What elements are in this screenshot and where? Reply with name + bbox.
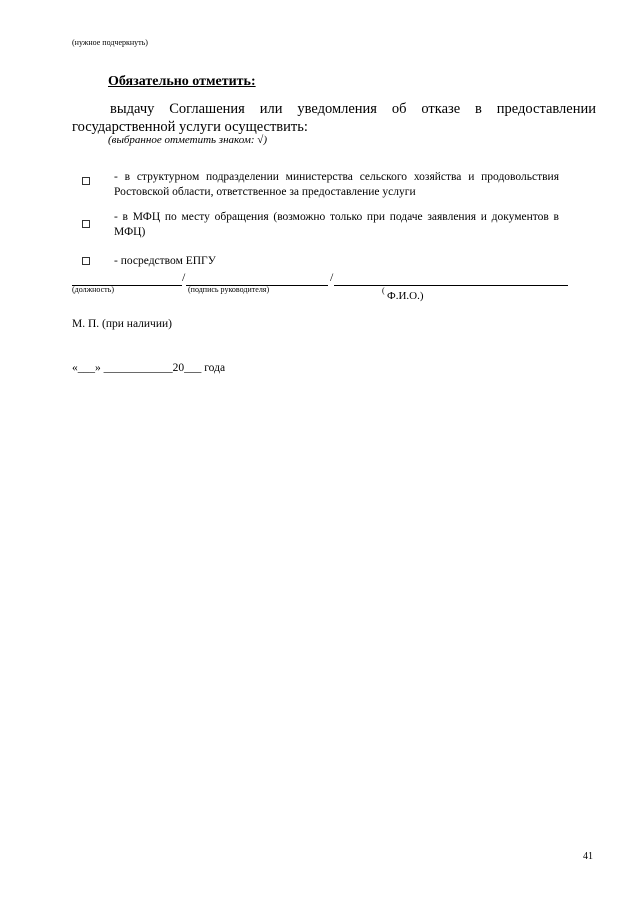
position-caption: (должность) bbox=[72, 285, 114, 294]
fio-open-paren: ( bbox=[382, 286, 385, 295]
section-heading: Обязательно отметить: bbox=[108, 74, 256, 89]
page-number: 41 bbox=[583, 851, 593, 862]
option-mfc-label: - в МФЦ по месту обращения (возможно только при подаче заявления и документов в МФЦ) bbox=[114, 211, 559, 238]
selection-hint: (выбранное отметить знаком: √) bbox=[108, 134, 268, 146]
option-ministry-label: - в структурном подразделении министерства сельского хозяйства и продовольствия Ростовской области, ответственное за предоставление услуги bbox=[114, 171, 559, 198]
signature-caption: (подпись руководителя) bbox=[188, 285, 270, 294]
delivery-paragraph: выдачу Соглашения или уведомления об отказе в предоставлении государственной услуги осуществить: bbox=[72, 101, 596, 135]
top-note: (нужное подчеркнуть) bbox=[72, 38, 148, 47]
option-epgu-label: - посредством ЕПГУ bbox=[114, 255, 216, 267]
checkbox-mfc[interactable] bbox=[82, 220, 90, 228]
checkbox-ministry[interactable] bbox=[82, 177, 90, 185]
fio-caption: Ф.И.О.) bbox=[387, 290, 424, 302]
date-line[interactable]: «___» ____________20___ года bbox=[72, 362, 226, 374]
slash-2: / bbox=[330, 270, 334, 284]
fio-line[interactable] bbox=[334, 285, 568, 286]
checkbox-epgu[interactable] bbox=[82, 257, 90, 265]
slash-1: / bbox=[182, 270, 186, 284]
stamp-note: М. П. (при наличии) bbox=[72, 318, 172, 330]
